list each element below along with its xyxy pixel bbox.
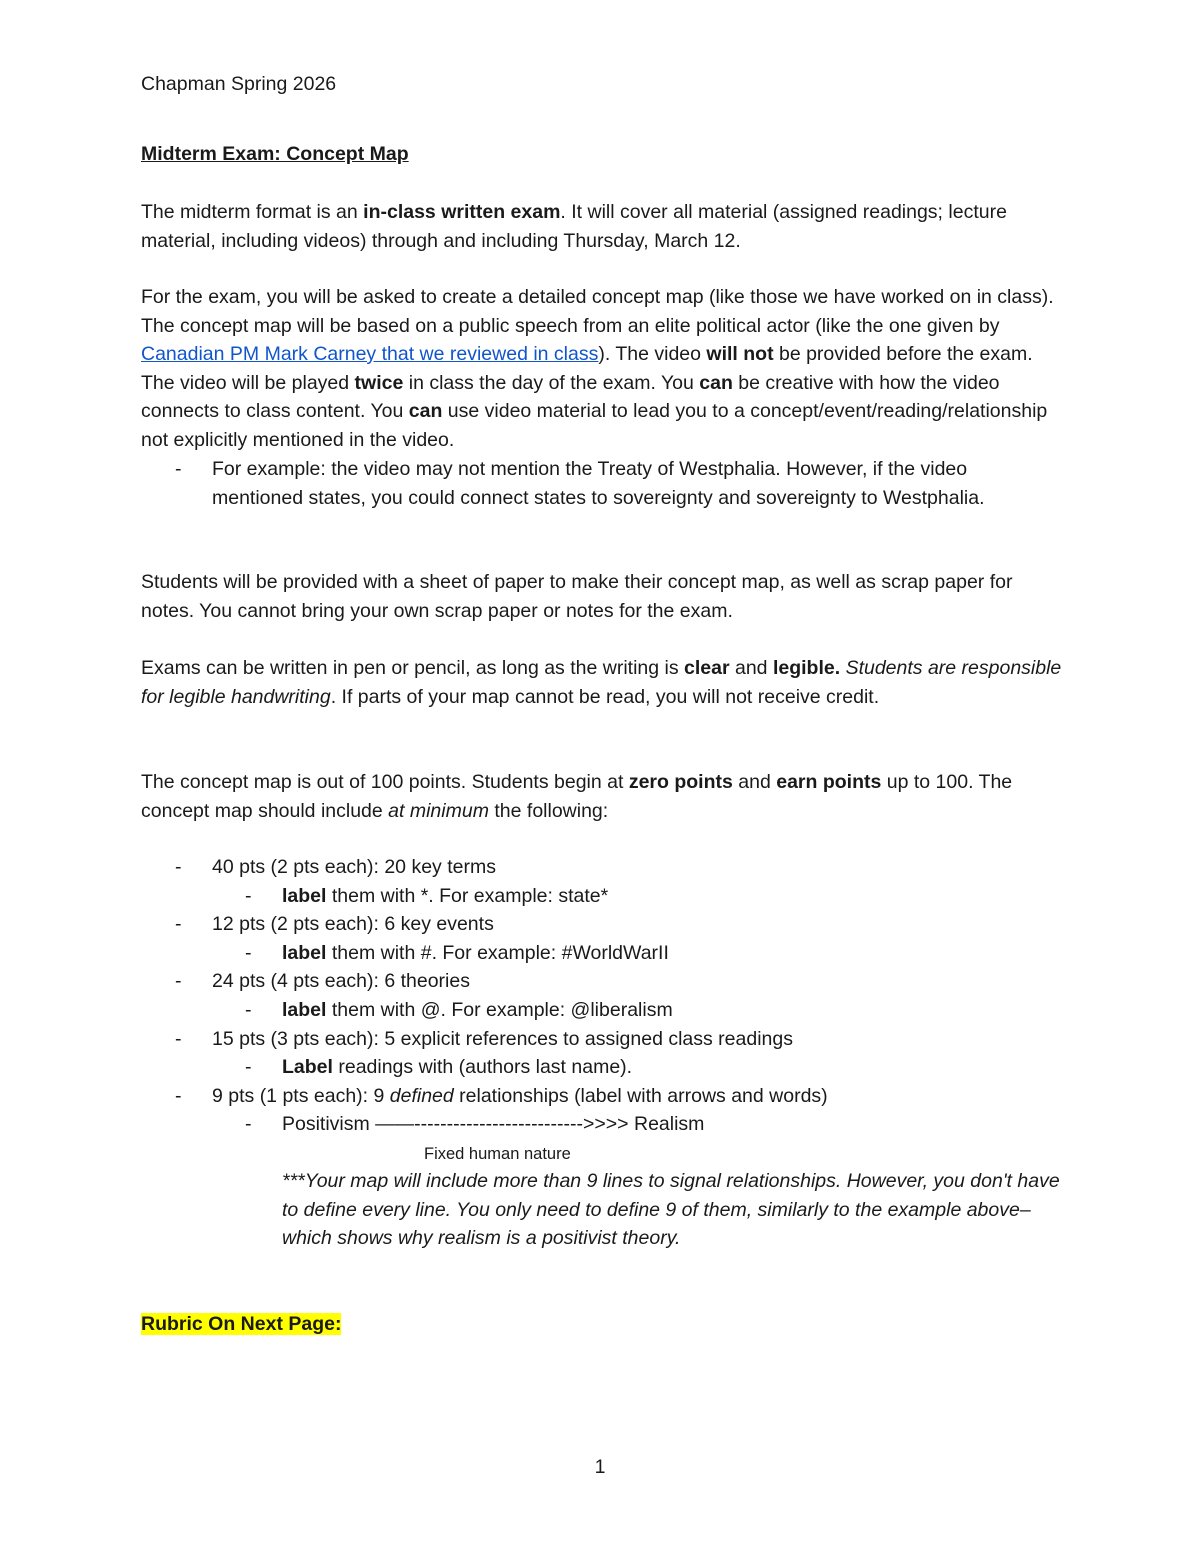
bullet-dash: - xyxy=(175,856,182,878)
rubric-heading xyxy=(141,1310,1066,1339)
page-title: Midterm Exam: Concept Map xyxy=(141,143,409,165)
text-run: be provided before the exam. The video will be played xyxy=(141,343,1033,394)
bold-run: twice xyxy=(354,371,404,394)
text-run: and xyxy=(732,771,777,793)
relationship-example: Positivism ——-------------------------->>>> Realism xyxy=(282,1113,705,1135)
carney-speech-link[interactable]: Canadian PM Mark Carney that we reviewed in class xyxy=(141,343,599,365)
list-item-text: 15 pts (3 pts each): 5 explicit references to assigned class readings xyxy=(212,1028,793,1050)
bullet-dash: - xyxy=(245,885,252,907)
bullet-dash: - xyxy=(175,1028,182,1050)
text-run: them with @. For example: @liberalism xyxy=(326,999,673,1021)
bold-run: label xyxy=(282,942,327,964)
bullet-dash: - xyxy=(175,970,182,992)
text-run: For the exam, you will be asked to create a detailed concept map (like those we have worked on in class). The concept map will be based on a public speech from an elite political actor (like the one given by xyxy=(141,286,1054,337)
text-run: them with *. For example: state* xyxy=(326,885,609,907)
bullet-dash: - xyxy=(175,1085,182,1107)
bullet-dash: - xyxy=(245,1113,252,1135)
list-item-text: 40 pts (2 pts each): 20 key terms xyxy=(212,856,496,878)
bold-run: clear xyxy=(684,657,730,679)
arrow-label: Fixed human nature xyxy=(424,1145,571,1163)
bold-run: can xyxy=(699,371,733,394)
sub-list-text xyxy=(282,882,1082,911)
bold-run: label xyxy=(282,999,327,1021)
highlighted-text: Rubric On Next Page: xyxy=(141,1313,342,1335)
paragraph-format xyxy=(141,198,1066,255)
list-item-text: 24 pts (4 pts each): 6 theories xyxy=(212,970,470,992)
sub-list-text xyxy=(282,939,1082,968)
text-run: the following: xyxy=(488,799,609,822)
text-run: readings with (authors last name). xyxy=(332,1056,633,1078)
bold-run: earn points xyxy=(776,771,882,793)
text-run: ). The video xyxy=(598,343,707,365)
bold-run: label xyxy=(282,885,327,907)
page-number: 1 xyxy=(594,1456,606,1478)
text-run: The midterm format is an xyxy=(141,201,364,223)
text-run: in class the day of the exam. You xyxy=(403,371,700,394)
text-run: 9 pts (1 pts each): 9 xyxy=(212,1085,390,1107)
relationship-note: ***Your map will include more than 9 lines to signal relationships. However, you don't have to define every line. You only need to define 9 of them, similarly to the example above–which shows why realism is a positivist theory. xyxy=(282,1170,1060,1249)
bold-run: in-class written exam xyxy=(363,201,561,223)
list-item-text xyxy=(212,1082,1052,1111)
list-item-text: 12 pts (2 pts each): 6 key events xyxy=(212,913,494,935)
text-run: use video material to lead you to a concept/event/reading/relationship not explicitly mentioned in the video. xyxy=(141,400,1048,451)
bold-run: zero points xyxy=(628,771,733,793)
text-run: The concept map is out of 100 points. Students begin at xyxy=(141,771,629,793)
text-run: up to 100. The concept map should include xyxy=(141,771,1013,822)
sub-list-text xyxy=(282,1053,1082,1082)
bold-run: Label xyxy=(282,1056,333,1078)
bullet-dash: - xyxy=(175,458,182,480)
text-run: relationships (label with arrows and words) xyxy=(453,1085,828,1107)
bold-run: will not xyxy=(706,343,774,365)
text-run: be creative with how the video connects to class content. You xyxy=(141,371,1000,422)
paragraph-legibility xyxy=(141,654,1066,711)
bullet-dash: - xyxy=(245,999,252,1021)
italic-run: Students are responsible for legible handwriting xyxy=(141,657,1062,708)
paragraph-points xyxy=(141,768,1066,825)
bold-run: can xyxy=(408,400,443,422)
text-run: Exams can be written in pen or pencil, as long as the writing is xyxy=(141,657,685,679)
bullet-dash: - xyxy=(245,1056,252,1078)
bullet-dash: - xyxy=(175,913,182,935)
text-run: . It will cover all material (assigned readings; lecture material, including videos) through and including Thursday, March 12. xyxy=(141,201,1007,252)
paragraph-exam-description xyxy=(141,283,1066,454)
text-run: . If parts of your map cannot be read, you will not receive credit. xyxy=(330,685,880,708)
sub-list-text xyxy=(282,996,1082,1025)
westphalia-example: For example: the video may not mention the Treaty of Westphalia. However, if the video mentioned states, you could connect states to sovereignty and sovereignty to Westphalia. xyxy=(212,458,985,509)
paragraph-materials: Students will be provided with a sheet of paper to make their concept map, as well as scrap paper for notes. You cannot bring your own scrap paper or notes for the exam. xyxy=(141,571,1013,622)
italic-run: defined xyxy=(389,1085,454,1107)
bullet-dash: - xyxy=(245,942,252,964)
bold-run: legible. xyxy=(772,657,841,679)
text-run: them with #. For example: #WorldWarII xyxy=(326,942,669,964)
italic-run: at minimum xyxy=(388,799,489,822)
page-header: Chapman Spring 2026 xyxy=(141,73,337,95)
text-run: and xyxy=(729,657,773,679)
